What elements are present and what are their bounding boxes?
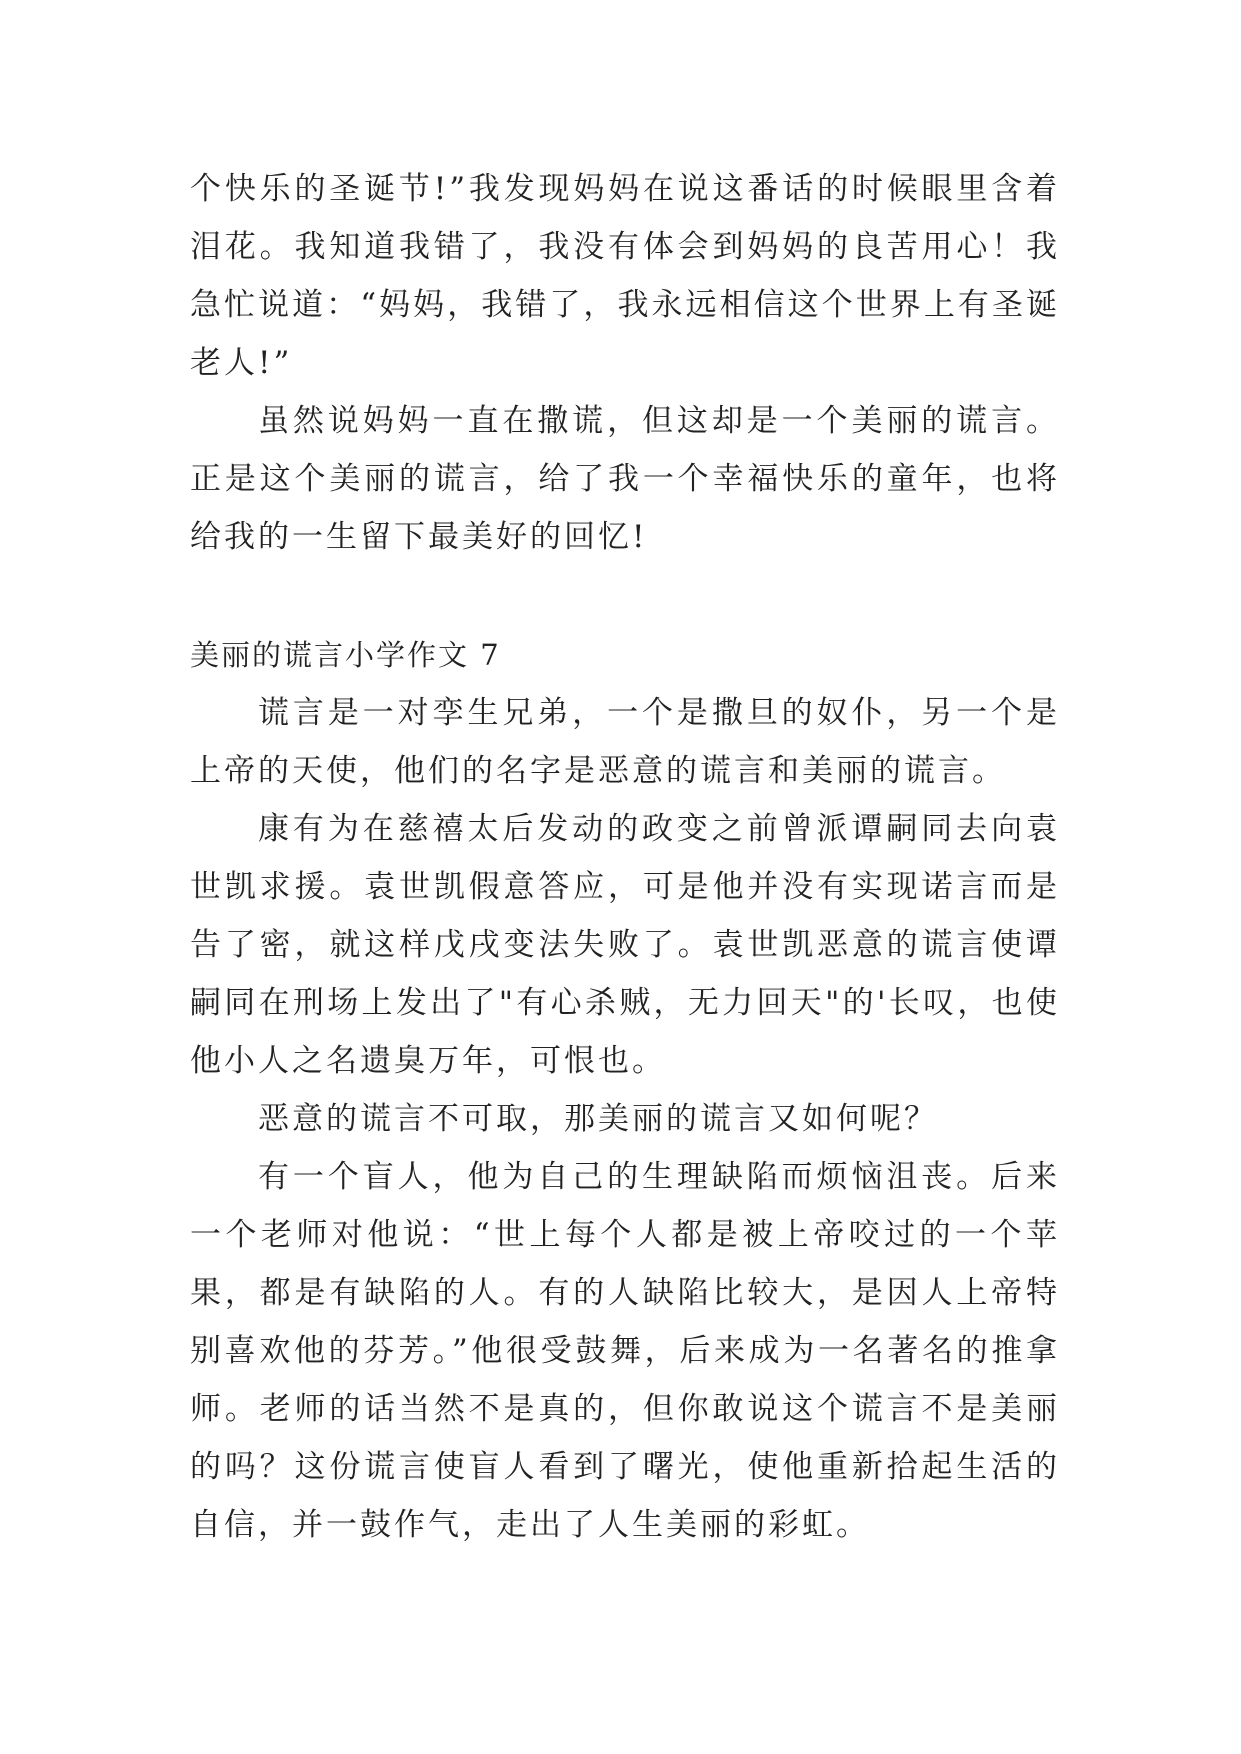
document-body (190, 160, 1060, 1554)
paragraph: 有一个盲人，他为自己的生理缺陷而烦恼沮丧。后来一个老师对他说：“世上每个人都是被上帝咬过的一个苹果，都是有缺陷的人。有的人缺陷比较大，是因人上帝特别喜欢他的芬芳。”他很受鼓舞，后来成为一名著名的推拿师。老师的话当然不是真的，但你敢说这个谎言不是美丽的吗？这份谎言使盲人看到了曙光，使他重新拾起生活的自信，并一鼓作气，走出了人生美丽的彩虹。 (190, 1159, 1060, 1543)
paragraph: 恶意的谎言不可取，那美丽的谎言又如何呢？ (258, 1101, 938, 1137)
paragraph: 谎言是一对孪生兄弟，一个是撒旦的奴仆，另一个是上帝的天使，他们的名字是恶意的谎言和美丽的谎言。 (190, 695, 1060, 789)
paragraph-conclusion: 虽然说妈妈一直在撒谎，但这却是一个美丽的谎言。正是这个美丽的谎言，给了我一个幸福快乐的童年，也将给我的一生留下最美好的回忆! (190, 403, 1060, 555)
paragraph: 康有为在慈禧太后发动的政变之前曾派谭嗣同去向袁世凯求援。袁世凯假意答应，可是他并没有实现诺言而是告了密，就这样戊戌变法失败了。袁世凯恶意的谎言使谭嗣同在刑场上发出了"有心杀贼，无力回天"的'长叹，也使他小人之名遗臭万年，可恨也。 (190, 811, 1060, 1079)
section-title: 美丽的谎言小学作文 7 (190, 638, 501, 672)
paragraph-continued: 个快乐的圣诞节!”我发现妈妈在说这番话的时候眼里含着泪花。我知道我错了，我没有体会到妈妈的良苦用心！我急忙说道：“妈妈，我错了，我永远相信这个世界上有圣诞老人!” (190, 171, 1060, 381)
